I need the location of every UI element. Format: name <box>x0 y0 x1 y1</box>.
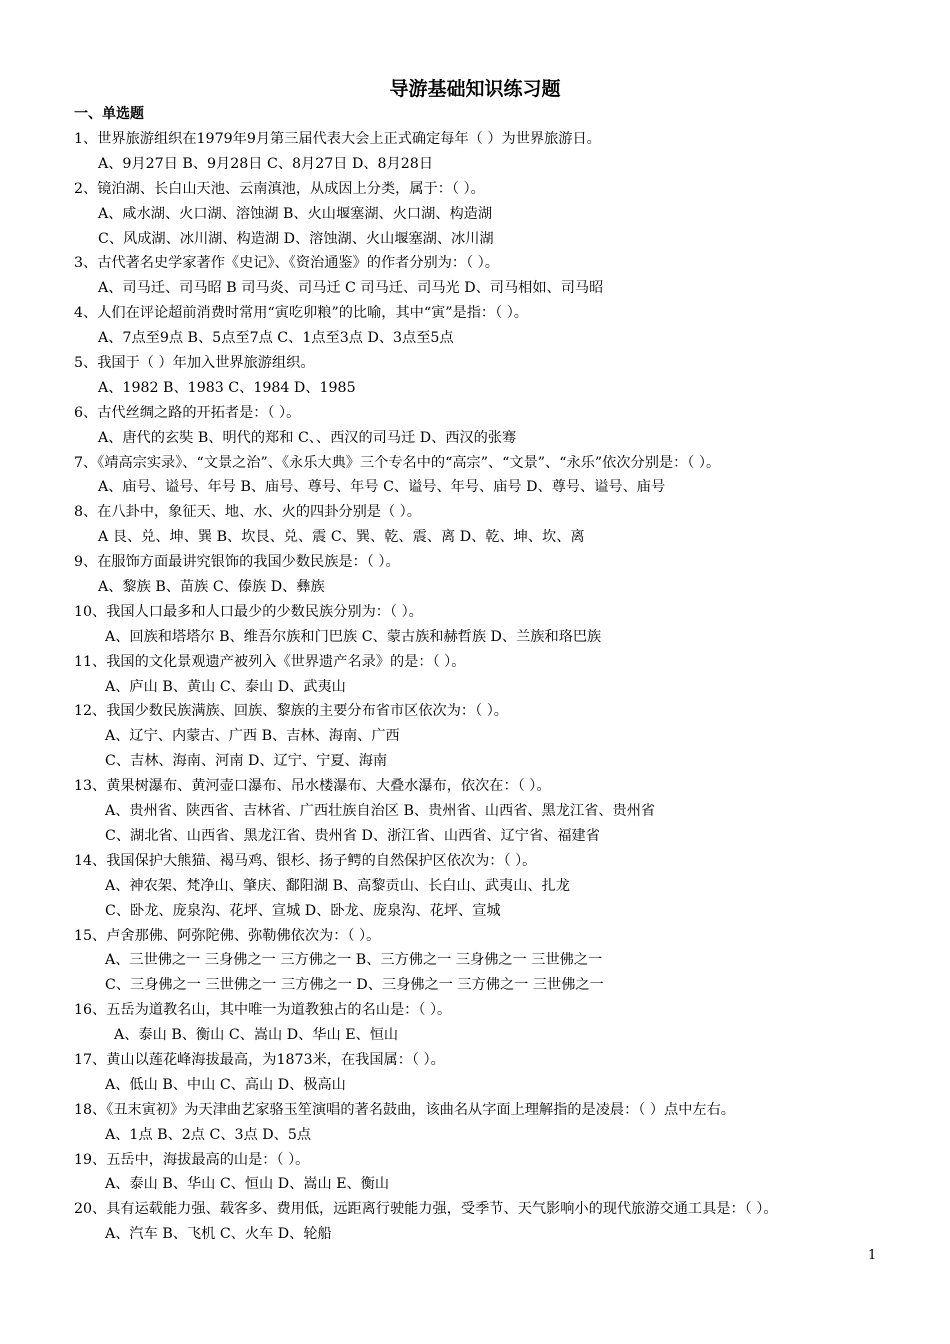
options-line: A、神农架、梵净山、肇庆、鄱阳湖 B、高黎贡山、长白山、武夷山、扎龙 <box>105 877 570 894</box>
options-line: A、泰山 B、衡山 C、嵩山 D、华山 E、恒山 <box>114 1027 399 1044</box>
options-line: A、回族和塔塔尔 B、维吾尔族和门巴族 C、蒙古族和赫哲族 D、兰族和珞巴族 <box>105 628 602 645</box>
options-line: A、三世佛之一 三身佛之一 三方佛之一 B、三方佛之一 三身佛之一 三世佛之一 <box>105 952 603 969</box>
document-title: 导游基础知识练习题 <box>389 78 561 100</box>
question-line: 17、黄山以莲花峰海拔最高，为1873米，在我国属：（ ）。 <box>74 1051 445 1068</box>
question-line: 13、黄果树瀑布、黄河壶口瀑布、吊水楼瀑布、大叠水瀑布，依次在：（ ）。 <box>74 778 551 795</box>
options-line: A、庙号、谥号、年号 B、庙号、尊号、年号 C、谥号、年号、庙号 D、尊号、谥号、庙号 <box>98 479 666 496</box>
options-line: A 艮、兑、坤、巽 B、坎艮、兑、震 C、巽、乾、震、离 D、乾、坤、坎、离 <box>98 529 585 546</box>
options-line: A、1982 B、1983 C、1984 D、1985 <box>98 379 356 396</box>
question-line: 4、人们在评论超前消费时常用“寅吃卯粮”的比喻，其中“寅”是指：（ ）。 <box>74 305 528 322</box>
question-line: 15、卢舍那佛、阿弥陀佛、弥勒佛依次为：（ ）。 <box>74 927 381 944</box>
options-line: A、汽车 B、飞机 C、火车 D、轮船 <box>105 1226 332 1243</box>
options-line: C、风成湖、冰川湖、构造湖 D、溶蚀湖、火山堰塞湖、冰川湖 <box>98 230 494 247</box>
options-line: C、湖北省、山西省、黑龙江省、贵州省 D、浙江省、山西省、辽宁省、福建省 <box>105 827 600 844</box>
options-line: C、卧龙、庞泉沟、花坪、宣城 D、卧龙、庞泉沟、花坪、宣城 <box>105 902 501 919</box>
question-line: 6、古代丝绸之路的开拓者是：（ ）。 <box>74 404 301 421</box>
question-line: 18、《丑末寅初》为天津曲艺家骆玉笙演唱的著名鼓曲，该曲名从字面上理解指的是凌晨：（ ）点中左右。 <box>74 1101 735 1118</box>
options-line: A、唐代的玄奘 B、明代的郑和 C、、西汉的司马迁 D、西汉的张骞 <box>98 429 517 446</box>
options-line: C、吉林、海南、河南 D、辽宁、宁夏、海南 <box>105 753 388 770</box>
options-line: A、1点 B、2点 C、3点 D、5点 <box>105 1126 312 1143</box>
question-line: 3、古代著名史学家著作《史记》、《资治通鉴》的作者分别为：（ ）。 <box>74 255 499 272</box>
question-line: 10、我国人口最多和人口最少的少数民族分别为：（ ）。 <box>74 603 423 620</box>
options-line: A、辽宁、内蒙古、广西 B、吉林、海南、广西 <box>105 728 400 745</box>
question-list <box>74 127 914 1247</box>
section-heading: 一、单选题 <box>74 106 144 122</box>
question-line: 19、五岳中，海拔最高的山是：（ ）。 <box>74 1151 310 1168</box>
options-line: C、三身佛之一 三世佛之一 三方佛之一 D、三身佛之一 三方佛之一 三世佛之一 <box>105 977 604 994</box>
options-line: A、泰山 B、华山 C、恒山 D、嵩山 E、衡山 <box>105 1176 390 1193</box>
options-line: A、司马迁、司马昭 B 司马炎、司马迁 C 司马迁、司马光 D、司马相如、司马昭 <box>98 280 604 297</box>
options-line: A、9月27日 B、9月28日 C、8月27日 D、8月28日 <box>98 155 434 172</box>
options-line: A、低山 B、中山 C、高山 D、极高山 <box>105 1076 346 1093</box>
question-line: 8、在八卦中，象征天、地、水、火的四卦分别是（ ）。 <box>74 504 421 521</box>
question-line: 2、镜泊湖、长白山天池、云南滇池，从成因上分类，属于：（ ）。 <box>74 180 485 197</box>
question-line: 7、《靖高宗实录》、“文景之治”、《永乐大典》三个专名中的“高宗”、“文景”、“永乐”依次分别是：（ ）。 <box>74 454 721 471</box>
options-line: A、庐山 B、黄山 C、泰山 D、武夷山 <box>105 678 346 695</box>
question-line: 1、世界旅游组织在1979年9月第三届代表大会上正式确定每年（ ）为世界旅游日。 <box>74 131 601 147</box>
question-line: 16、五岳为道教名山，其中唯一为道教独占的名山是：（ ）。 <box>74 1002 452 1019</box>
question-line: 12、我国少数民族满族、回族、黎族的主要分布省市区依次为：（ ）。 <box>74 703 508 720</box>
options-line: A、7点至9点 B、5点至7点 C、1点至3点 D、3点至5点 <box>98 330 454 347</box>
question-line: 9、在服饰方面最讲究银饰的我国少数民族是：（ ）。 <box>74 554 400 571</box>
options-line: A、贵州省、陕西省、吉林省、广西壮族自治区 B、贵州省、山西省、黑龙江省、贵州省 <box>105 803 656 820</box>
question-line: 20、具有运载能力强、载客多、费用低，远距离行驶能力强，受季节、天气影响小的现代旅游交通工具是：（ ）。 <box>74 1201 778 1218</box>
question-line: 14、我国保护大熊猫、褐马鸡、银杉、扬子鳄的自然保护区依次为：（ ）。 <box>74 852 537 869</box>
options-line: A、黎族 B、苗族 C、傣族 D、彝族 <box>98 579 325 596</box>
options-line: A、咸水湖、火口湖、溶蚀湖 B、火山堰塞湖、火口湖、构造湖 <box>98 205 493 222</box>
page-number: 1 <box>868 1248 877 1263</box>
question-line: 11、我国的文化景观遗产被列入《世界遗产名录》的是：（ ）。 <box>74 653 466 670</box>
question-line: 5、我国于（ ）年加入世界旅游组织。 <box>74 355 315 372</box>
